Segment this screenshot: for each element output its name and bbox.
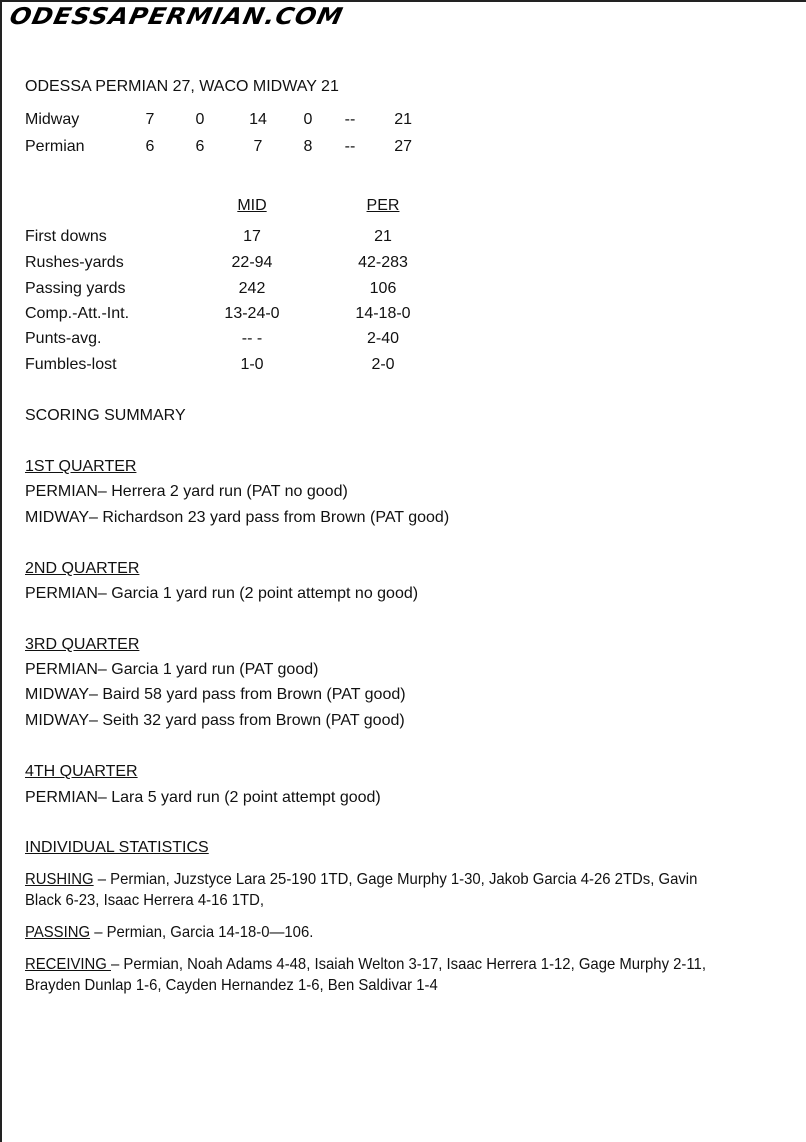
stat-per-value: 21: [374, 228, 392, 245]
linescore-quarter-score: 8: [303, 138, 313, 155]
individual-stat-label: RUSHING: [25, 871, 94, 888]
scoring-play: MIDWAY– Baird 58 yard pass from Brown (PAT good): [25, 686, 406, 703]
linescore-team: Midway: [25, 111, 80, 128]
stat-per-value: 2-0: [371, 356, 395, 373]
individual-stat-label: PASSING: [25, 924, 91, 941]
linescore-total: 21: [394, 111, 412, 128]
linescore-quarter-score: 7: [145, 111, 155, 128]
stat-per-value: 42-283: [358, 254, 408, 271]
stat-mid-value: -- -: [241, 330, 263, 347]
scoring-summary-title: SCORING SUMMARY: [25, 407, 186, 424]
scoring-play: PERMIAN– Garcia 1 yard run (2 point attempt no good): [25, 585, 419, 602]
individual-stat-paragraph: [25, 869, 732, 911]
stat-per-value: 106: [369, 280, 397, 297]
linescore-separator: --: [344, 138, 356, 155]
quarter-title: 1ST QUARTER: [25, 458, 137, 475]
stats-header-per: PER: [366, 197, 400, 214]
quarter-title: 2ND QUARTER: [25, 560, 140, 577]
linescore-quarter-score: 0: [195, 111, 205, 128]
individual-stats-title: INDIVIDUAL STATISTICS: [25, 839, 209, 856]
stat-mid-value: 22-94: [231, 254, 273, 271]
stat-mid-value: 13-24-0: [224, 305, 280, 322]
quarter-title: 4TH QUARTER: [25, 763, 138, 780]
stat-per-value: 14-18-0: [355, 305, 411, 322]
stat-label: Comp.-Att.-Int.: [25, 305, 130, 322]
individual-stat-text: – Permian, Juzstyce Lara 25-190 1TD, Gage Murphy 1-30, Jakob Garcia 4-26 2TDs, Gavin Black 6-23, Isaac Herrera 4-16 1TD,: [25, 871, 698, 909]
individual-stat-paragraph: [25, 922, 732, 943]
quarter-title: 3RD QUARTER: [25, 636, 140, 653]
scoring-play: MIDWAY– Seith 32 yard pass from Brown (PAT good): [25, 712, 405, 729]
linescore-separator: --: [344, 111, 356, 128]
individual-stat-text: – Permian, Noah Adams 4-48, Isaiah Welton 3-17, Isaac Herrera 1-12, Gage Murphy 2-11, Brayden Dunlap 1-6, Cayden Hernandez 1-6, Ben Saldivar 1-4: [25, 956, 706, 994]
stat-label: First downs: [25, 228, 107, 245]
scoring-play: MIDWAY– Richardson 23 yard pass from Brown (PAT good): [25, 509, 450, 526]
individual-stat-label: RECEIVING: [25, 956, 111, 973]
linescore-total: 27: [394, 138, 412, 155]
stat-mid-value: 1-0: [240, 356, 264, 373]
scoring-play: PERMIAN– Lara 5 yard run (2 point attempt good): [25, 789, 381, 806]
stat-label: Passing yards: [25, 280, 126, 297]
stat-per-value: 2-40: [366, 330, 400, 347]
site-logo: ODESSAPERMIAN.COM: [7, 4, 346, 30]
individual-stat-paragraph: [25, 954, 732, 996]
linescore-quarter-score: 7: [253, 138, 263, 155]
linescore-quarter-score: 6: [145, 138, 155, 155]
linescore-quarter-score: 14: [249, 111, 267, 128]
scoring-play: PERMIAN– Herrera 2 yard run (PAT no good): [25, 483, 348, 500]
headline: ODESSA PERMIAN 27, WACO MIDWAY 21: [25, 78, 339, 95]
stats-header-mid: MID: [237, 197, 267, 214]
linescore-quarter-score: 0: [303, 111, 313, 128]
scoring-play: PERMIAN– Garcia 1 yard run (PAT good): [25, 661, 319, 678]
individual-stat-text: – Permian, Garcia 14-18-0—106.: [90, 924, 314, 941]
stat-mid-value: 242: [238, 280, 266, 297]
stat-label: Fumbles-lost: [25, 356, 117, 373]
linescore-quarter-score: 6: [195, 138, 205, 155]
linescore-team: Permian: [25, 138, 85, 155]
stat-label: Rushes-yards: [25, 254, 124, 271]
stat-label: Punts-avg.: [25, 330, 102, 347]
stat-mid-value: 17: [243, 228, 261, 245]
